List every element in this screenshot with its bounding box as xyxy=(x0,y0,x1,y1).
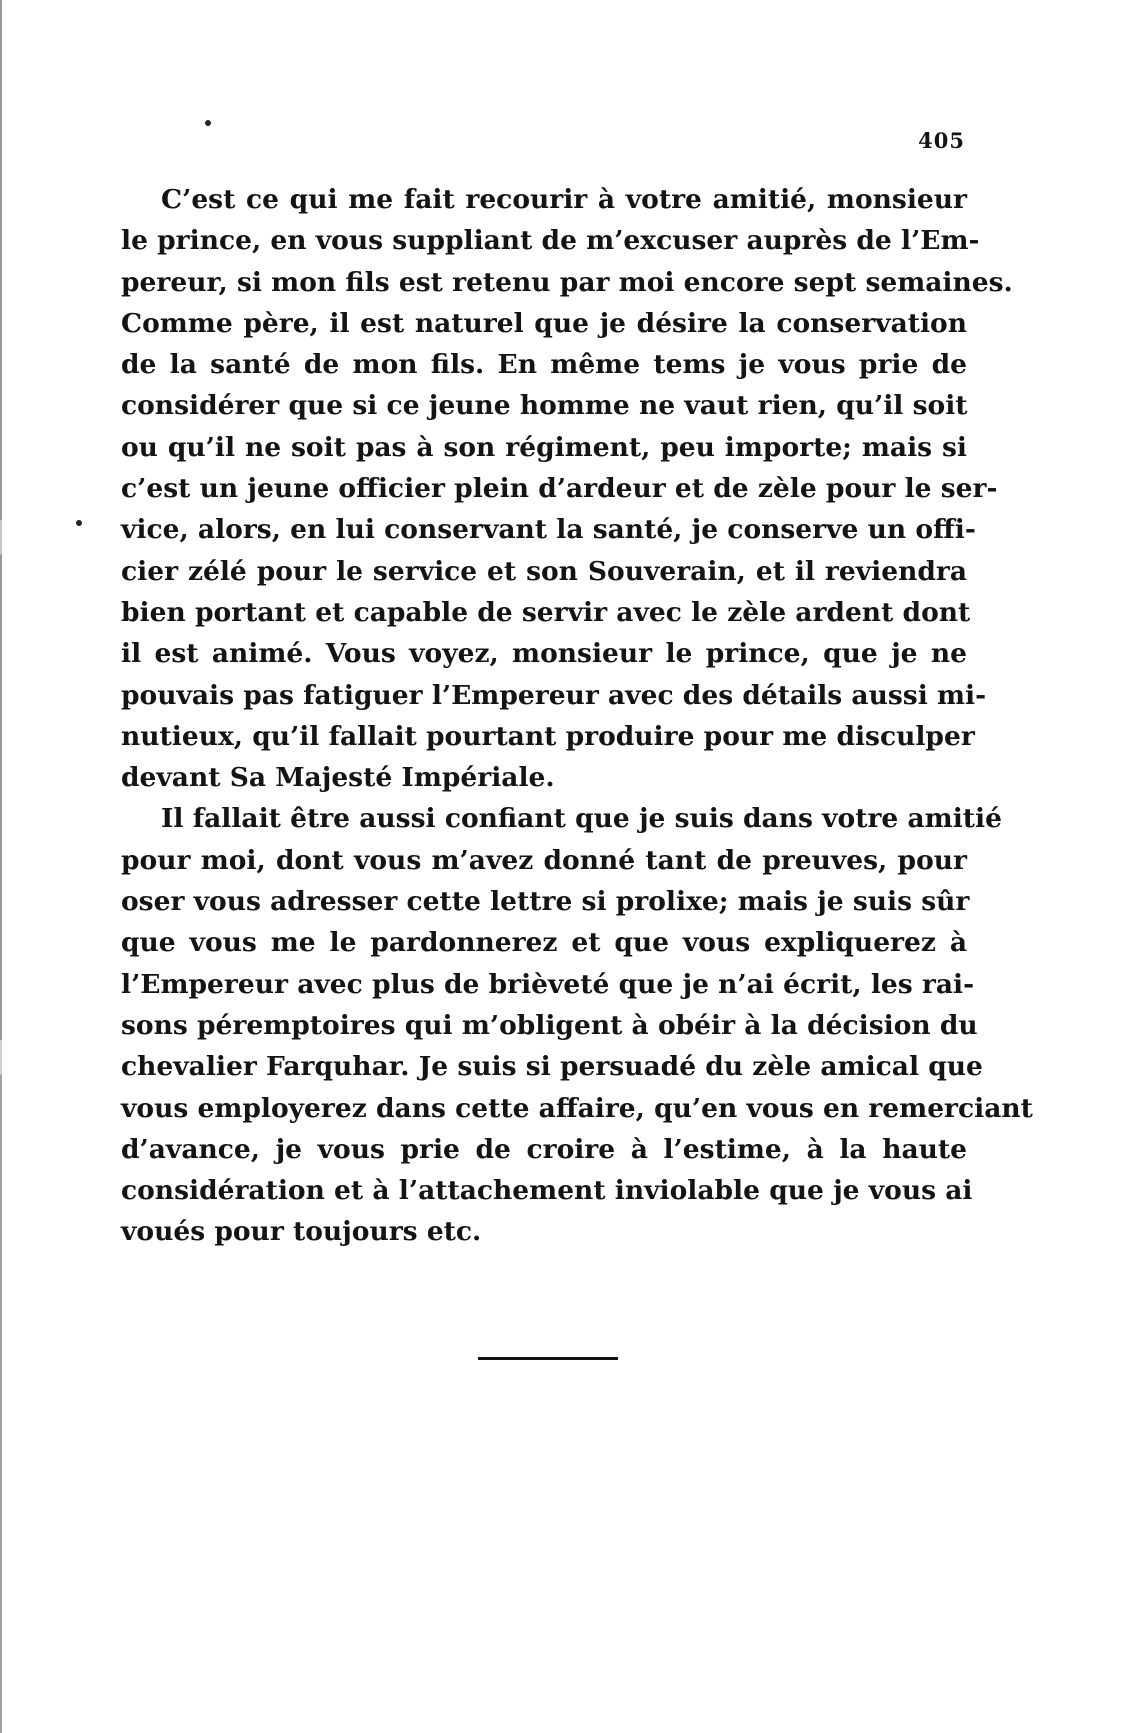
closing-rule-divider xyxy=(478,1357,618,1360)
letter-body-text xyxy=(121,179,1033,1253)
text-line: vous employerez dans cette affaire, qu’en vous en remerciant xyxy=(121,1092,1033,1124)
text-line: voués pour toujours etc. xyxy=(121,1216,482,1248)
text-line: d’avance, je vous prie de croire à l’estime, à la haute xyxy=(121,1133,967,1165)
text-line: bien portant et capable de servir avec le zèle ardent dont xyxy=(121,596,971,628)
text-line: Il fallait être aussi confiant que je suis dans votre amitié xyxy=(161,803,1002,835)
text-line: l’Empereur avec plus de brièveté que je n’ai écrit, les rai- xyxy=(121,968,975,1000)
text-line: pour moi, dont vous m’avez donné tant de preuves, pour xyxy=(121,844,967,876)
text-line: de la santé de mon fils. En même tems je vous prie de xyxy=(121,349,967,381)
text-line: oser vous adresser cette lettre si prolixe; mais je suis sûr xyxy=(121,886,970,918)
scan-edge-line xyxy=(0,0,2,1733)
text-line: Comme père, il est naturel que je désire la conservation xyxy=(121,307,967,339)
text-line: le prince, en vous suppliant de m’excuser auprès de l’Em- xyxy=(121,225,980,257)
text-line: sons péremptoires qui m’obligent à obéir à la décision du xyxy=(121,1009,978,1041)
text-line: pereur, si mon fils est retenu par moi encore sept semaines. xyxy=(121,266,1013,298)
text-line: pouvais pas fatiguer l’Empereur avec des détails aussi mi- xyxy=(121,679,987,711)
text-line: nutieux, qu’il fallait pourtant produire pour me disculper xyxy=(121,720,975,752)
text-line: chevalier Farquhar. Je suis si persuadé du zèle amical que xyxy=(121,1051,983,1083)
text-line: C’est ce qui me fait recourir à votre amitié, monsieur xyxy=(161,184,967,215)
text-line: c’est un jeune officier plein d’ardeur et de zèle pour le ser- xyxy=(121,473,998,505)
ink-speck xyxy=(205,120,211,126)
page-number: 405 xyxy=(918,128,965,153)
text-line: devant Sa Majesté Impériale. xyxy=(121,762,555,794)
text-line: ou qu’il ne soit pas à son régiment, peu importe; mais si xyxy=(121,431,967,463)
text-line: que vous me le pardonnerez et que vous expliquerez à xyxy=(121,927,967,959)
text-line: considérer que si ce jeune homme ne vaut rien, qu’il soit xyxy=(121,390,968,422)
text-line: vice, alors, en lui conservant la santé, je conserve un offi- xyxy=(121,514,976,546)
text-line: considération et à l’attachement inviolable que je vous ai xyxy=(121,1175,973,1207)
text-line: il est animé. Vous voyez, monsieur le prince, que je ne xyxy=(121,638,967,670)
ink-speck xyxy=(76,520,82,526)
text-line: cier zélé pour le service et son Souverain, et il reviendra xyxy=(121,555,967,587)
